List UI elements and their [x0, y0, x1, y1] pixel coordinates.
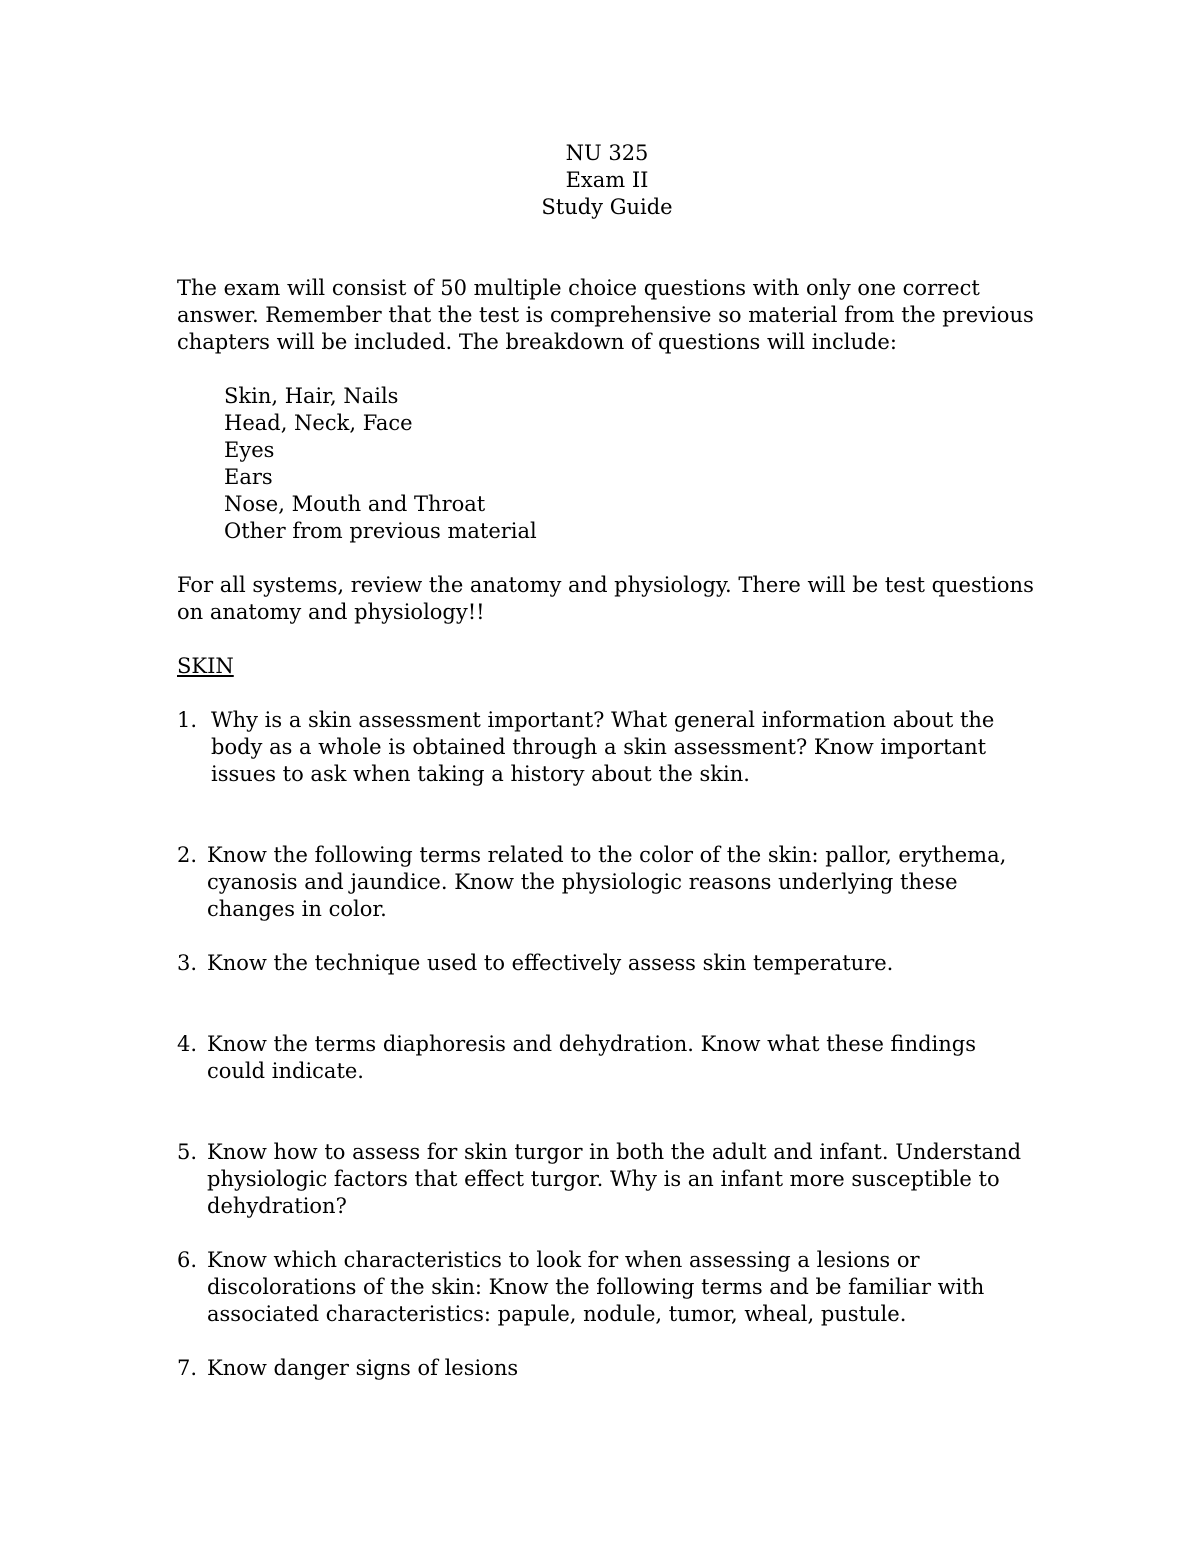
topic-item: Eyes: [224, 438, 275, 462]
question-text: Know danger signs of lesions: [207, 1356, 519, 1380]
topic-item: Skin, Hair, Nails: [224, 384, 399, 408]
question-text: Know the technique used to effectively assess skin temperature.: [207, 951, 894, 975]
question-item: [177, 1247, 1037, 1328]
question-number: 2.: [177, 843, 198, 867]
course-code: NU 325: [565, 141, 649, 165]
question-number: 7.: [177, 1356, 198, 1380]
question-text: Know which characteristics to look for when assessing a lesions or discolorations of the skin: Know the following terms and be familiar with associated characteristics: papule, nodule, tumor, wheal, pustule.: [207, 1248, 985, 1326]
document-title: Study Guide: [541, 195, 673, 219]
question-number: 6.: [177, 1248, 198, 1272]
question-number: 1.: [177, 708, 198, 732]
question-text: Know how to assess for skin turgor in both the adult and infant. Understand physiologic factors that effect turgor. Why is an infant more susceptible to dehydration?: [207, 1140, 1022, 1218]
topic-item: Nose, Mouth and Throat: [224, 492, 486, 516]
title-block: [177, 140, 1037, 221]
question-item: [177, 1139, 1037, 1220]
document-page: [177, 140, 1037, 1382]
question-text: Know the following terms related to the color of the skin: pallor, erythema, cyanosis and jaundice. Know the physiologic reasons underlying these changes in color.: [207, 843, 1007, 921]
question-list: [177, 707, 1037, 1382]
question-number: 3.: [177, 951, 198, 975]
question-item: [177, 950, 1037, 977]
question-item: [177, 707, 1037, 788]
question-number: 5.: [177, 1140, 198, 1164]
question-item: [177, 1031, 1037, 1085]
question-number: 4.: [177, 1032, 198, 1056]
topic-item: Other from previous material: [224, 519, 537, 543]
topic-list: [224, 383, 1037, 545]
section-heading-skin: SKIN: [177, 654, 234, 678]
exam-name: Exam II: [565, 168, 649, 192]
anatomy-physiology-note: For all systems, review the anatomy and physiology. There will be test questions on anatomy and physiology!!: [177, 573, 1034, 624]
intro-paragraph: The exam will consist of 50 multiple choice questions with only one correct answer. Remember that the test is comprehensive so material from the previous chapters will be included. The breakdown of questions will include:: [177, 276, 1034, 354]
question-text: Why is a skin assessment important? What general information about the body as a whole is obtained through a skin assessment? Know important issues to ask when taking a history about the skin.: [211, 708, 995, 786]
question-item: [177, 842, 1037, 923]
topic-item: Head, Neck, Face: [224, 411, 413, 435]
question-text: Know the terms diaphoresis and dehydration. Know what these findings could indicate.: [207, 1032, 976, 1083]
topic-item: Ears: [224, 465, 273, 489]
question-item: [177, 1355, 1037, 1382]
